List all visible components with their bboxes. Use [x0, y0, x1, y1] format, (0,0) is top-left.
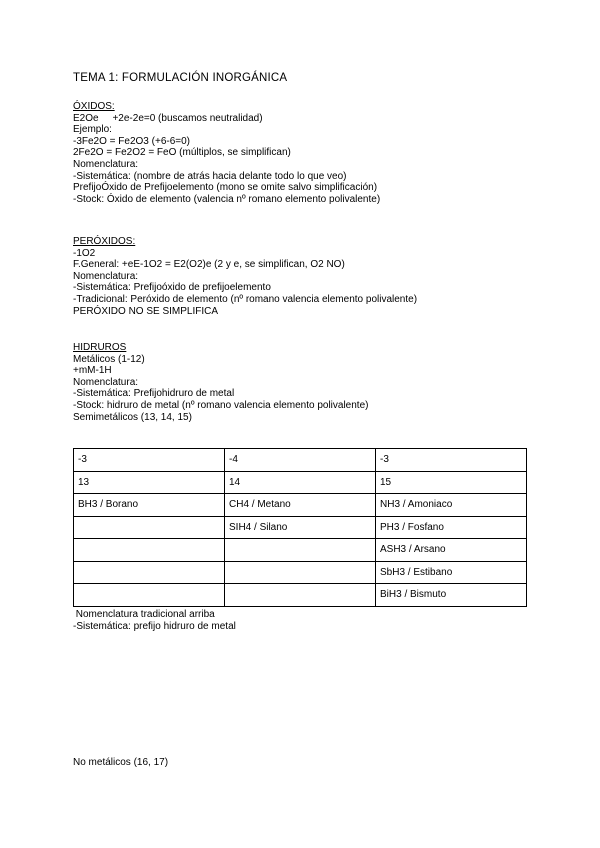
- note-line: -Sistemática: prefijo hidruro de metal: [73, 620, 236, 632]
- peroxidos-section: [73, 236, 417, 317]
- oxidos-line: 2Fe2O = Fe2O2 = FeO (múltiplos, se simplifican): [73, 147, 291, 159]
- hidruros-line: +mM-1H: [73, 365, 112, 377]
- table-cell: -4: [225, 449, 376, 472]
- no-metalicos-heading: No metálicos (16, 17): [73, 757, 169, 768]
- hidruros-line: -Sistemática: Prefijohidruro de metal: [73, 388, 235, 400]
- hidruros-section: [73, 342, 368, 423]
- table-row: [74, 516, 527, 539]
- table-row: [74, 494, 527, 517]
- table-cell: BH3 / Borano: [74, 494, 225, 517]
- hidruros-line: Semimetálicos (13, 14, 15): [73, 411, 192, 423]
- after-table-notes: [73, 609, 236, 632]
- table-cell: CH4 / Metano: [225, 494, 376, 517]
- table-cell: SbH3 / Estibano: [376, 561, 527, 584]
- table-cell: [74, 539, 225, 562]
- table-cell: -3: [74, 449, 225, 472]
- table-row: [74, 471, 527, 494]
- oxidos-line: PrefijoÓxido de Prefijoelemento (mono se omite salvo simplificación): [73, 182, 378, 194]
- table-cell: [225, 539, 376, 562]
- oxidos-line: Ejemplo:: [73, 124, 112, 136]
- table-cell: NH3 / Amoniaco: [376, 494, 527, 517]
- hidruros-line: Metálicos (1-12): [73, 353, 145, 365]
- no-metalicos-section: [73, 757, 168, 769]
- table-cell: [225, 561, 376, 584]
- peroxidos-line: Nomenclatura:: [73, 270, 139, 282]
- note-line: Nomenclatura tradicional arriba: [73, 609, 215, 620]
- peroxidos-line: F.General: +eE-1O2 = E2(O2)e (2 y e, se simplifican, O2 NO): [73, 259, 345, 271]
- hidruros-line: -Stock: hidruro de metal (nº romano valencia elemento polivalente): [73, 399, 369, 411]
- table-cell: -3: [376, 449, 527, 472]
- peroxidos-line: -Tradicional: Peróxido de elemento (nº romano valencia elemento polivalente): [73, 293, 418, 305]
- oxidos-line: Nomenclatura:: [73, 158, 139, 170]
- table-row: [74, 539, 527, 562]
- table-cell: [225, 584, 376, 607]
- table-cell: 15: [376, 471, 527, 494]
- oxidos-line: E2Oe +2e-2e=0 (buscamos neutralidad): [73, 112, 263, 124]
- page-title: TEMA 1: FORMULACIÓN INORGÁNICA: [73, 72, 288, 84]
- table-row: [74, 584, 527, 607]
- table-cell: 13: [74, 471, 225, 494]
- table-cell: [74, 584, 225, 607]
- peroxidos-line: PERÓXIDO NO SE SIMPLIFICA: [73, 305, 219, 317]
- semimetalicos-table: [73, 448, 527, 607]
- table-row: [74, 449, 527, 472]
- peroxidos-line: -Sistemática: Prefijoóxido de prefijoelemento: [73, 282, 271, 294]
- peroxidos-heading: PERÓXIDOS:: [73, 236, 136, 247]
- oxidos-section: [73, 101, 380, 205]
- peroxidos-line: -1O2: [73, 247, 96, 259]
- oxidos-line: -Sistemática: (nombre de atrás hacia delante todo lo que veo): [73, 170, 347, 182]
- table-row: [74, 561, 527, 584]
- hidruros-heading: HIDRUROS: [73, 342, 127, 353]
- oxidos-line: -Stock: Óxido de elemento (valencia nº romano elemento polivalente): [73, 193, 381, 205]
- table-cell: 14: [225, 471, 376, 494]
- table-cell: BiH3 / Bismuto: [376, 584, 527, 607]
- hidruros-line: Nomenclatura:: [73, 376, 139, 388]
- table-cell: PH3 / Fosfano: [376, 516, 527, 539]
- table-cell: SIH4 / Silano: [225, 516, 376, 539]
- oxidos-heading: ÓXIDOS:: [73, 101, 115, 112]
- table-cell: [74, 516, 225, 539]
- oxidos-line: -3Fe2O = Fe2O3 (+6-6=0): [73, 135, 191, 147]
- table-cell: [74, 561, 225, 584]
- table-cell: ASH3 / Arsano: [376, 539, 527, 562]
